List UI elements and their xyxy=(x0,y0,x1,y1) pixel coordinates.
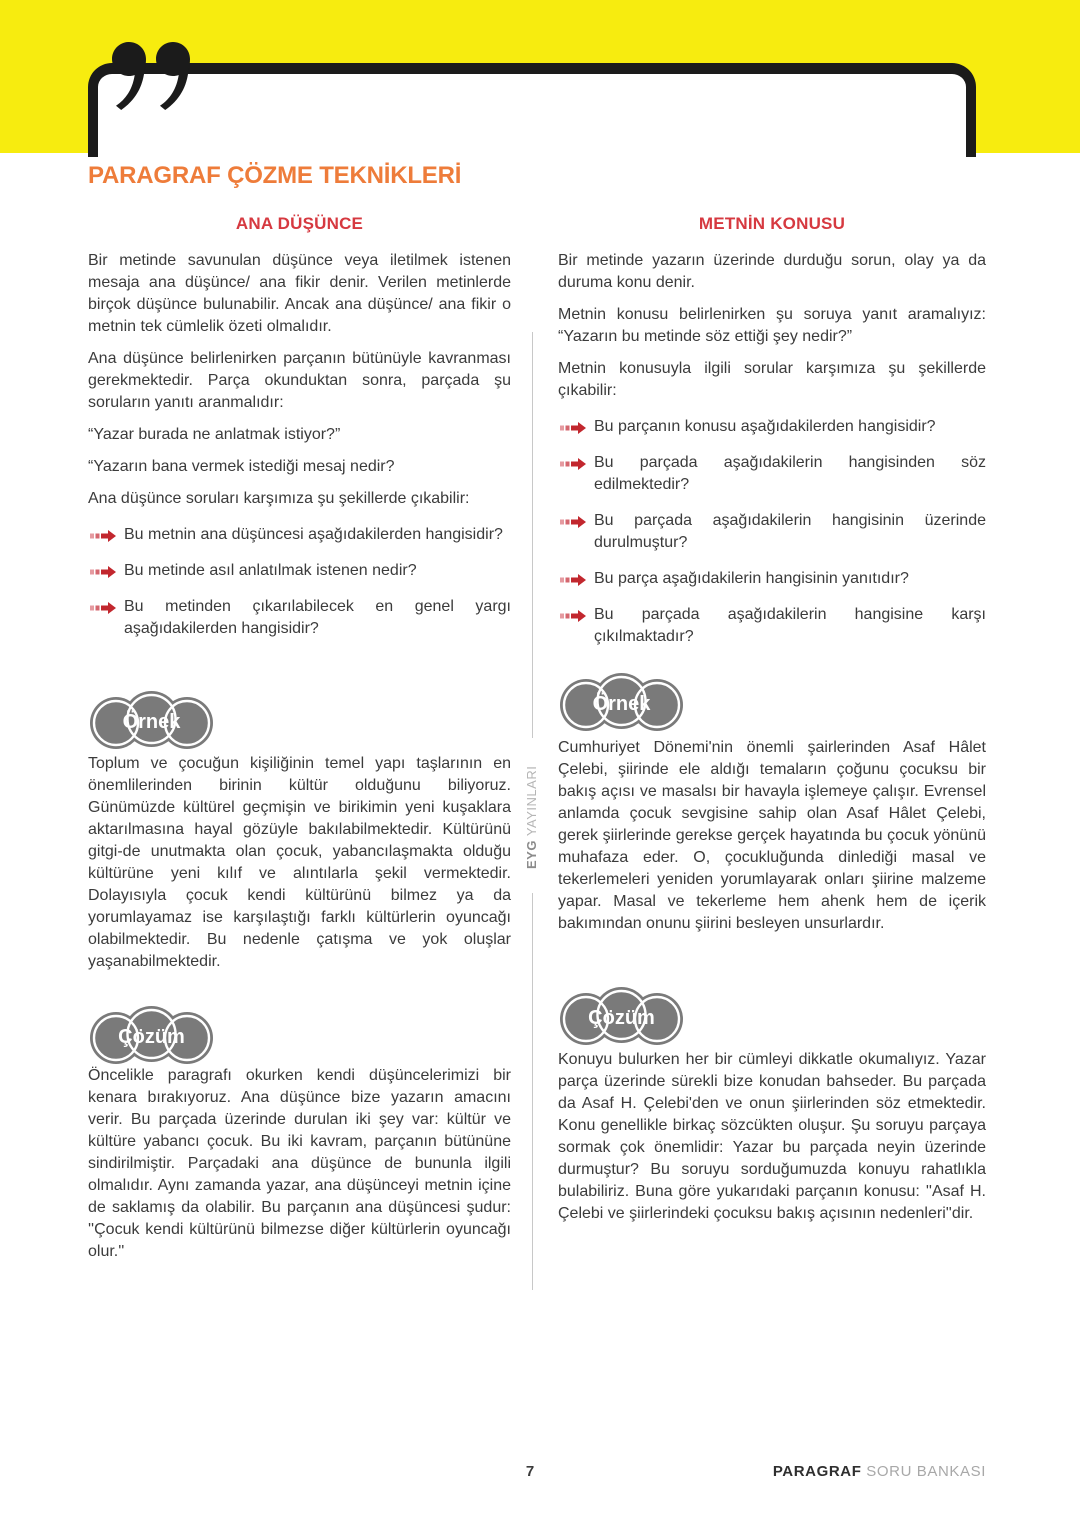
badge-label: Çözüm xyxy=(588,1007,655,1029)
list-item xyxy=(88,524,511,546)
publisher-name: EYG xyxy=(524,839,539,869)
cozum-badge xyxy=(558,987,685,1047)
list-item xyxy=(88,596,511,640)
double-quote-icon xyxy=(112,42,194,110)
badge-label: Örnek xyxy=(122,711,181,733)
paragraph: Bir metinde yazarın üzerinde durduğu sorun, olay ya da duruma konu denir. xyxy=(558,252,986,291)
cozum-badge xyxy=(88,1006,215,1066)
divider-line xyxy=(532,893,533,1290)
bullet-text: Bu metinde asıl anlatılmak istenen nedir? xyxy=(124,562,417,579)
right-column-heading: METNİN KONUSU xyxy=(698,214,846,233)
page-number: 7 xyxy=(525,1463,535,1480)
footer-brand-bold: PARAGRAF xyxy=(772,1463,862,1480)
paragraph: Bir metinde savunulan düşünce veya iletilmek istenen mesaja ana düşünce/ ana fikir denir. Verilen metinlerde birçok düşünce bulunabilir. Ancak ana düşünce/ ana fikir o metnin tek cümlelik özeti olmalıdır. xyxy=(88,252,511,335)
bullet-text: Bu metnin ana düşüncesi aşağıdakilerden hangisidir? xyxy=(124,526,503,543)
list-item xyxy=(558,452,986,496)
right-column xyxy=(558,213,986,662)
arrow-bullet-icon xyxy=(90,529,116,543)
header-frame xyxy=(88,63,976,157)
left-column-heading: ANA DÜŞÜNCE xyxy=(235,214,364,233)
badge-label: Örnek xyxy=(592,693,651,715)
badge-label: Çözüm xyxy=(118,1026,185,1048)
list-item xyxy=(88,560,511,582)
bullet-text: Bu metinden çıkarılabilecek en genel yargı aşağıdakilerden hangisidir? xyxy=(124,598,511,637)
arrow-bullet-icon xyxy=(560,609,586,623)
paragraph: “Yazarın bana vermek istediği mesaj nedir? xyxy=(88,458,395,475)
bullet-text: Bu parça aşağıdakilerin hangisinin yanıtıdır? xyxy=(594,570,909,587)
bullet-text: Bu parçada aşağıdakilerin hangisinden söz edilmektedir? xyxy=(594,454,986,493)
list-item xyxy=(558,510,986,554)
arrow-bullet-icon xyxy=(560,573,586,587)
ornek-badge xyxy=(558,673,685,733)
publisher-vertical-label xyxy=(524,743,541,891)
list-item xyxy=(558,416,986,438)
arrow-bullet-icon xyxy=(560,515,586,529)
right-bullet-list xyxy=(558,416,986,648)
paragraph: Metnin konusuyla ilgili sorular karşımıza şu şekillerde çıkabilir: xyxy=(558,360,986,399)
bullet-text: Bu parçada aşağıdakilerin hangisine karşı çıkılmaktadır? xyxy=(594,606,986,645)
divider-line xyxy=(532,332,533,738)
page-title: PARAGRAF ÇÖZME TEKNİKLERİ xyxy=(88,162,462,189)
example-paragraph: Toplum ve çocuğun kişiliğinin temel yapı taşlarının en önemlilerinden birinin kültür olduğunu biliyoruz. Günümüzde kültürel geçmişin ve birikimin yeni kuşaklara aktarılmasına hayal gözüyle bakılabilmektedir. Kültürünü gitgi-de unutmakta olan çocuk, yabancılaşmakta olduğu kültürüne yeni kılıf ve alıntılarla şekil vermektedir. Dolayısıyla çocuk kendi kültürünü bilmez ya da yorumlayamaz ise karşılaştığı farklı kültürlerin oyuncağı olabilmektedir. Bu nedenle çatışma ve yok oluşlar yaşanabilmektedir. xyxy=(88,755,511,970)
list-item xyxy=(558,568,986,590)
publisher-suffix: YAYINLARI xyxy=(524,765,539,840)
left-bullet-list xyxy=(88,524,511,640)
ornek-badge xyxy=(88,691,215,751)
arrow-bullet-icon xyxy=(560,421,586,435)
arrow-bullet-icon xyxy=(90,565,116,579)
arrow-bullet-icon xyxy=(90,601,116,615)
paragraph: Ana düşünce belirlenirken parçanın bütünüyle kavranması gerekmektedir. Parça okunduktan sonra, parçada şu soruların yanıtı aranmalıdır: xyxy=(88,350,511,411)
arrow-bullet-icon xyxy=(560,457,586,471)
footer-brand-light: SORU BANKASI xyxy=(861,1463,986,1480)
paragraph: Ana düşünce soruları karşımıza şu şekillerde çıkabilir: xyxy=(88,490,470,507)
example-paragraph: Cumhuriyet Dönemi'nin önemli şairlerinden Asaf Hâlet Çelebi, şiirinde ele aldığı temaların çoğunu çocuksu bir bakış açısı ve masalsı bir havayla işlemeye çalışır. Evrensel anlamda çocuk sevgisine sahip olan Asaf Hâlet Çelebi, gerek şiirlerinde gerekse gerçek hayatında bu çocuk yönünü muhafaza eder. O, çocukluğunda dinlediği masal ve tekerlemeleri yeniden yorumlayarak onları şiirine malzeme yapar. Masal ve tekerleme hem ahenk hem de içerik bakımından onunu şiirini besleyen unsurlardır. xyxy=(558,739,986,932)
left-column xyxy=(88,213,511,654)
paragraph: “Yazar burada ne anlatmak istiyor?” xyxy=(88,426,341,443)
list-item xyxy=(558,604,986,648)
bullet-text: Bu parçanın konusu aşağıdakilerden hangisidir? xyxy=(594,418,936,435)
solution-paragraph: Öncelikle paragrafı okurken kendi düşüncelerimizi bir kenara bırakıyoruz. Ana düşünce bize yazarın amacını verir. Bu parçada üzerinde durulan iki şey var: kültür ve kültüre yabancı çocuk. Bu iki kavram, parçanın bütününe sindirilmiştir. Parçadaki ana düşünce de bununla ilgili olmalıdır. Aynı zamanda yazar, ana düşünceyi metnin içine de saklamış da olabilir. Bu parçanın ana düşüncesi şudur: ''Çocuk kendi kültürünü bilmezse diğer kültürlerin oyuncağı olur.'' xyxy=(88,1067,511,1260)
footer-brand xyxy=(773,1463,986,1480)
solution-paragraph: Konuyu bulurken her bir cümleyi dikkatle okumalıyız. Yazar parça üzerinde sürekli bize konudan bahseder. Bu parçada da Asaf H. Çelebi'den ve onun şiirlerinden söz etmektedir. Konu genellikle birkaç sözcükten oluşur. Şu soruyu parçaya sormak çok önemlidir: Yazar bu parçada neyin üzerinde durmuştur? Bu soruyu sorduğumuzda konuyu rahatlıkla bulabiliriz. Buna göre yukarıdaki parçanın konusu: ''Asaf H. Çelebi ve şiirlerindeki çocuksu bakış açısının nedenleri''dir. xyxy=(558,1051,986,1222)
bullet-text: Bu parçada aşağıdakilerin hangisinin üzerinde durulmuştur? xyxy=(594,512,986,551)
paragraph: Metnin konusu belirlenirken şu soruya yanıt aramalıyız: “Yazarın bu metinde söz ettiği şey nedir?” xyxy=(558,306,986,345)
